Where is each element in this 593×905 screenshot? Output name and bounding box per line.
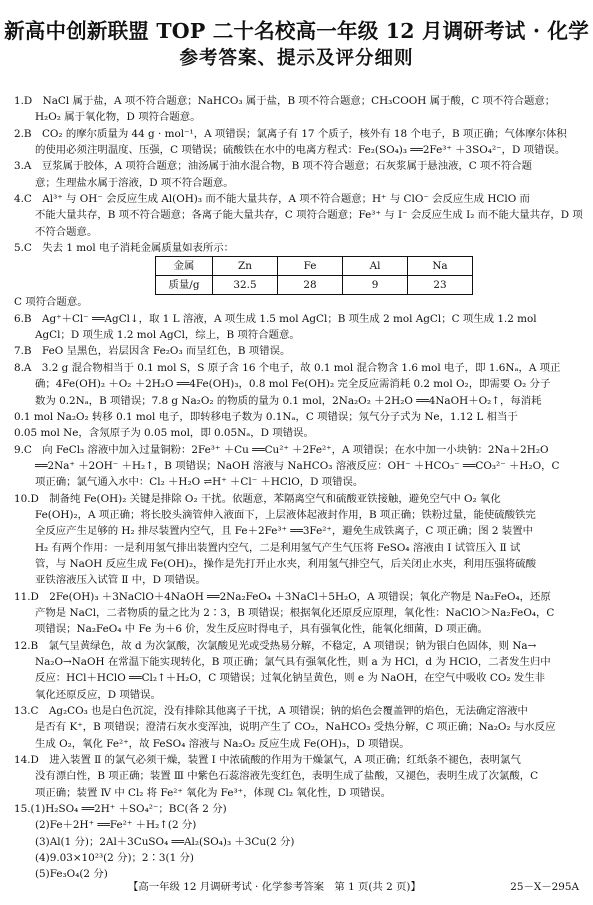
text-line: 不符合题意。 — [35, 225, 98, 238]
text-line: 没有漂白性，B 项正确；装置 Ⅲ 中紫色石蕊溶液先变红色，表明生成了盐酸，又褪色，表明生成了次氯酸，C — [35, 770, 539, 783]
text-line: 生成 O₂，氧化 Fe²⁺，故 FeSO₄ 溶液与 Na₂O₂ 反应生成 Fe(OH)₃，D 项错误。 — [35, 737, 410, 750]
text-line: 项正确；装置 Ⅳ 中 Cl₂ 将 Fe²⁺ 氧化为 Fe³⁺，体现 Cl₂ 氧化性，D 项错误。 — [35, 786, 392, 799]
text-line: 9.C 向 FeCl₃ 溶液中加入过量铜粉：2Fe³⁺ ＋Cu ══Cu²⁺ ＋2Fe²⁺，A 项错误；在水中加一小块钠：2Na＋2H₂O — [14, 443, 549, 456]
text-line: 的使用必须注明温度、压强，C 项错误；硫酸铁在水中的电离方程式：Fe₂(SO₄)₃ ══2Fe³⁺ ＋3SO₄²⁻，D 项错误。 — [35, 144, 566, 157]
table-cell: 32.5 — [213, 276, 278, 295]
text-line: 全反应产生足够的 H₂ 排尽装置内空气，且 Fe＋2Fe³⁺ ══3Fe²⁺，避免生成铁离子，C 项正确；图 2 装置中 — [35, 525, 533, 538]
text-line: 氧化还原反应，D 项错误。 — [35, 688, 161, 701]
text-line: 13.C Ag₂CO₃ 也是白色沉淀，没有排除其他离子干扰，A 项错误；钠的焰色会覆盖钾的焰色，无法确定溶液中 — [14, 705, 528, 718]
text-line: Fe(OH)₂，A 项正确；将长胶头滴管伸入液面下，上层液体起液封作用，B 项正确；铁粉过量，能使硫酸铁完 — [35, 508, 536, 521]
text-line: 8.A 3.2 g 混合物相当于 0.1 mol S，S 原子含 16 个电子，故 0.1 mol 混合物含 1.6 mol 电子，即 1.6Nₐ，A 项正 — [14, 361, 561, 374]
text-line: 意；生理盐水属于溶液，D 项不符合题意。 — [35, 176, 234, 189]
text-line: H₂O₂ 属于氧化物，D 项符合题意。 — [35, 111, 201, 124]
text-line: 5.C 失去 1 mol 电子消耗金属质量如表所示： — [14, 242, 235, 255]
table-cell: 金属 — [156, 257, 213, 276]
text-line: H₂ 有两个作用：一是利用氢气排出装置内空气，二是利用氢气产生气压将 FeSO₄ 溶液由 Ⅰ 试管压入 Ⅱ 试 — [35, 541, 521, 554]
text-line: 11.D 2Fe(OH)₃ ＋3NaClO＋4NaOH ══2Na₂FeO₄ ＋3NaCl＋5H₂O，A 项错误；氧化产物是 Na₂FeO₄，还原 — [14, 590, 551, 603]
answers-5-to-9 — [14, 294, 584, 490]
answer-15-subparts — [14, 817, 584, 882]
table-cell: Al — [343, 257, 408, 276]
table-cell: 9 — [343, 276, 408, 295]
table-cell: Na — [408, 257, 473, 276]
table-cell: Zn — [213, 257, 278, 276]
text-line: 4.C Al³⁺ 与 OH⁻ 会反应生成 Al(OH)₃ 而不能大量共存，A 项不符合题意；H⁺ 与 ClO⁻ 会反应生成 HClO 而 — [14, 193, 530, 206]
answers-1-to-5 — [14, 93, 584, 256]
metal-mass-table — [155, 256, 473, 295]
page-subtitle: 参考答案、提示及评分细则 — [179, 48, 414, 69]
text-line: 确；4Fe(OH)₂ ＋O₂ ＋2H₂O ══4Fe(OH)₃，0.8 mol Fe(OH)₂ 完全反应需消耗 0.2 mol O₂，即需要 O₂ 分子 — [35, 378, 551, 391]
page-title: 新高中创新联盟 TOP 二十名校高一年级 12 月调研考试 · 化学 — [4, 19, 589, 43]
text-line: 亚铁溶液压入试管 Ⅱ 中，D 项错误。 — [35, 574, 206, 587]
text-line: 6.B Ag⁺＋Cl⁻ ══AgCl↓，取 1 L 溶液，A 项生成 1.5 mol AgCl；B 项生成 2 mol AgCl；C 项生成 1.2 mol — [14, 312, 537, 325]
text-line: 2.B CO₂ 的摩尔质量为 44 g · mol⁻¹，A 项错误；氯离子有 17 个质子，核外有 18 个电子，B 项正确；气体摩尔体积 — [14, 127, 567, 140]
text-line: 0.05 mol Ne，含氖原子为 0.05 mol，即 0.05Nₐ，D 项错误。 — [14, 427, 314, 440]
text-line: 15.(1)H₂SO₄ ══2H⁺ ＋SO₄²⁻；BC(各 2 分) — [14, 803, 227, 816]
footer-page-info: 【高一年级 12 月调研考试 · 化学参考答案 第 1 页(共 2 页)】 — [128, 881, 421, 893]
text-line: 12.B 氯气呈黄绿色，故 d 为次氯酸，次氯酸见光或受热易分解，不稳定，A 项错误；钠为银白色固体，则 Na→ — [14, 639, 537, 652]
footer-exam-code: 25－X－295A — [510, 881, 579, 893]
answer-body — [14, 93, 584, 883]
table-cell: 28 — [278, 276, 343, 295]
text-line: 产物是 NaCl，二者物质的量之比为 2∶3，B 项错误；根据氧化还原反应原理，氧化性：NaClO＞Na₂FeO₄，C — [35, 606, 555, 619]
metal-table-wrap — [14, 256, 584, 294]
text-line: 项错误；Na₂FeO₄ 中 Fe 为＋6 价，发生反应时得电子，具有强氧化性，能氧化细菌，D 项正确。 — [35, 623, 488, 636]
text-line: 1.D NaCl 属于盐，A 项不符合题意；NaHCO₃ 属于盐，B 项不符合题意；CH₃COOH 属于酸，C 项不符合题意； — [14, 95, 556, 107]
text-line: (2)Fe＋2H⁺ ══Fe²⁺ ＋H₂↑(2 分) — [35, 819, 197, 832]
answers-10-to-15 — [14, 491, 584, 818]
text-line: AgCl；D 项生成 1.2 mol AgCl，综上，B 项符合题意。 — [35, 329, 300, 342]
text-line: 是否有 K⁺，B 项错误；澄清石灰水变浑浊，说明产生了 CO₂，NaHCO₃ 受热分解，C 项正确；Na₂O₂ 与水反应 — [35, 721, 556, 734]
table-cell: Fe — [278, 257, 343, 276]
text-line: (5)Fe₃O₄(2 分) — [35, 868, 108, 881]
text-line: 管，与 NaOH 反应生成 Fe(OH)₂，操作是先打开止水夹，利用氢气排空气，后关闭止水夹，利用压强将硫酸 — [35, 557, 537, 570]
text-line: 10.D 制备纯 Fe(OH)₂ 关键是排除 O₂ 干扰。依题意，苯隔离空气和硫酸亚铁接触，避免空气中 O₂ 氧化 — [14, 492, 501, 505]
text-line: 项正确；氯气通入水中：Cl₂ ＋H₂O ⇌H⁺ ＋Cl⁻ ＋HClO，D 项错误。 — [35, 476, 364, 489]
text-line: ══2Na⁺ ＋2OH⁻ ＋H₂↑，B 项错误；NaOH 溶液与 NaHCO₃ 溶液反应：OH⁻ ＋HCO₃⁻ ══CO₃²⁻ ＋H₂O，C — [35, 459, 560, 472]
text-line: 7.B FeO 呈黑色，岩层因含 Fe₂O₃ 而呈红色，B 项错误。 — [14, 345, 291, 358]
text-line: 3.A 豆浆属于胶体，A 项符合题意；油汤属于油水混合物，B 项不符合题意；石灰浆属于悬浊液，C 项不符合题 — [14, 160, 532, 173]
table-cell: 23 — [408, 276, 473, 295]
text-line: 反应：HCl＋HClO ══Cl₂↑＋H₂O，C 项错误；过氧化钠呈黄色，则 e 为 NaOH，在空气中吸收 CO₂ 发生非 — [35, 672, 546, 685]
text-line: (4)9.03×10²³(2 分)；2∶3(1 分) — [35, 852, 194, 865]
text-line: C 项符合题意。 — [14, 296, 88, 309]
text-line: (3)Al(1 分)；2Al＋3CuSO₄ ══Al₂(SO₄)₃ ＋3Cu(2 分) — [35, 835, 295, 848]
text-line: 不能大量共存，B 项不符合题意；各离子能大量共存，C 项符合题意；Fe³⁺ 与 I⁻ 会反应生成 I₂ 而不能大量共存，D 项 — [35, 209, 583, 222]
text-line: 数为 0.2Nₐ，B 项错误；7.8 g Na₂O₂ 的物质的量为 0.1 mol，2Na₂O₂ ＋2H₂O ══4NaOH＋O₂↑，每消耗 — [35, 394, 542, 407]
table-cell: 质量/g — [156, 276, 213, 295]
metal-table-header-row — [156, 257, 473, 276]
text-line: 14.D 进入装置 Ⅱ 的氯气必须干燥，装置 Ⅰ 中浓硫酸的作用为干燥氯气，A 项正确；红纸条不褪色，表明氯气 — [14, 754, 521, 767]
text-line: 0.1 mol Na₂O₂ 转移 0.1 mol 电子，即转移电子数为 0.1Nₐ，C 项错误；氖气分子式为 Ne，1.12 L 相当于 — [14, 410, 518, 423]
metal-table-value-row — [156, 276, 473, 295]
page-footer — [0, 878, 593, 894]
text-line: Na₂O→NaOH 在常温下能实现转化，B 项正确；氯气具有强氧化性，则 a 为 HCl，d 为 HClO，二者发生归中 — [35, 656, 551, 668]
